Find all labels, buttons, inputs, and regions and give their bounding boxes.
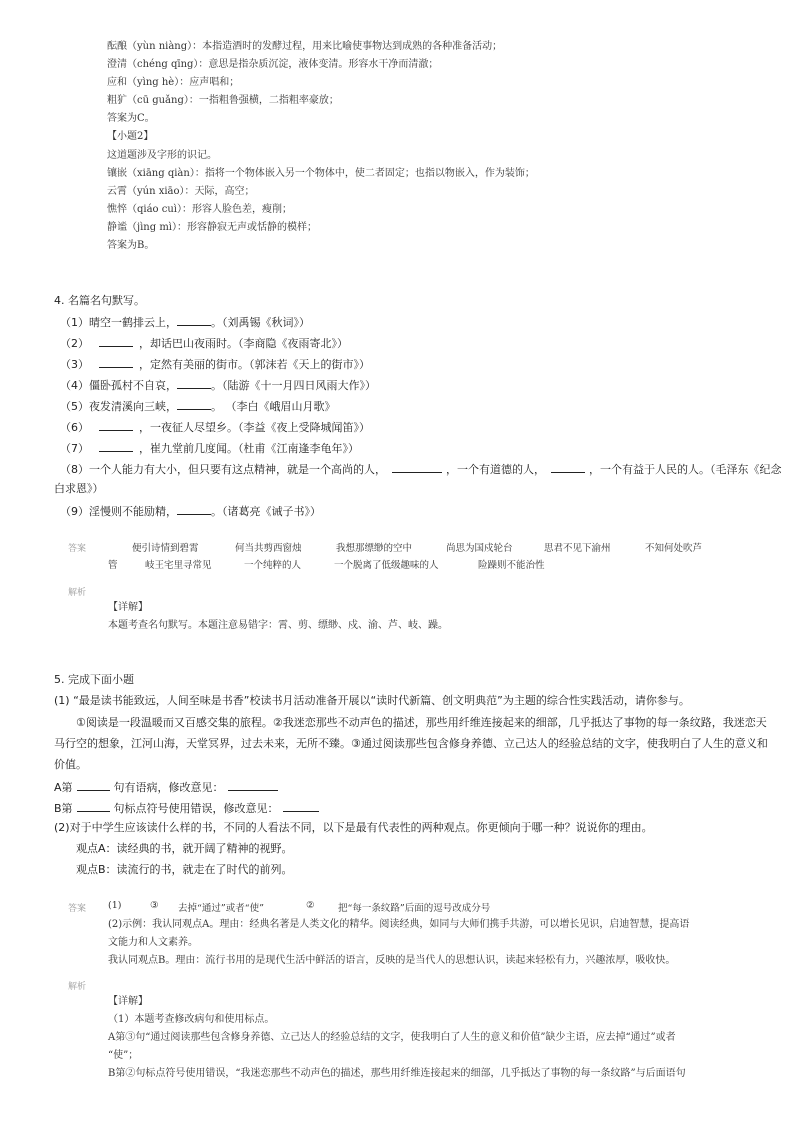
explain-line: 粗犷（cū guǎng）：一指粗鲁强横，二指粗率豪放； <box>107 95 339 106</box>
question-item <box>60 461 782 477</box>
answer-item: 一个纯粹的人 <box>244 560 302 571</box>
answer-item: 便引诗情到碧霄 <box>132 543 199 554</box>
question-item <box>60 419 370 435</box>
answer-blank[interactable] <box>177 377 211 389</box>
item-text: （6） <box>60 421 89 434</box>
item-text: ，一夜征人尽望乡。（李益《夜上受降城闻笛》） <box>139 421 370 434</box>
answer-blank[interactable] <box>99 440 133 452</box>
explain-line: 【小题2】 <box>107 131 154 142</box>
explain-line: 澄清（chéng qīng）：意思是指杂质沉淀，液体变清。形容水干净而清澈； <box>107 59 439 70</box>
explain-line: 镶嵌（xiāng qiàn）：指将一个物体嵌入另一个物体中，使二者固定；也指以物嵌入，作为装饰； <box>107 168 535 179</box>
analysis-text: （1）本题考查修改病句和使用标点。 <box>108 1014 275 1025</box>
explain-line: 憔悴（qiáo cuì）：形容人脸色差，瘦削； <box>107 204 292 215</box>
answer-item: ② <box>306 900 315 911</box>
question-item <box>60 314 310 330</box>
passage-text: 马行空的想象，江河山海，天堂冥界，过去未来，无所不臻。③通过阅读那些包含修身养德、立己达人的经验总结的文字，使我明白了人生的意义和 <box>54 737 768 750</box>
item-text: （5）夜发清溪向三峡， <box>60 400 177 413</box>
answer-blank[interactable] <box>228 779 278 791</box>
answer-item: 管 <box>108 560 118 571</box>
answer-blank[interactable] <box>177 314 211 326</box>
item-text: （4）僵卧孤村不自哀， <box>60 379 177 392</box>
answer-blank[interactable] <box>392 461 442 473</box>
analysis-label: 解析 <box>68 982 87 992</box>
viewpoint-a: 观点A：读经典的书，就开阔了精神的视野。 <box>76 842 293 855</box>
detail-heading: 【详解】 <box>108 602 148 613</box>
item-text: （1）晴空一鹤排云上， <box>60 316 177 329</box>
answer-blank[interactable] <box>177 503 211 515</box>
explain-line: 这道题涉及字形的识记。 <box>107 150 217 161</box>
answer-item: 尚思为国戍轮台 <box>446 543 513 554</box>
answer-item: 何当共剪西窗烛 <box>235 543 302 554</box>
answer-item: 把“每一条纹路”后面的逗号改成分号 <box>338 903 491 914</box>
analysis-text: “使”； <box>108 1050 139 1061</box>
item-text: 白求恩》） <box>54 482 104 495</box>
analysis-text: 本题考查名句默写。本题注意易错字：霄、剪、缥缈、戍、渝、芦、岐、躁。 <box>108 620 448 631</box>
answer-item: 我想那缥缈的空中 <box>336 543 413 554</box>
answer-row <box>132 540 702 554</box>
answer-text: 文能力和人文素养。 <box>108 937 198 948</box>
answer-item: 思君不见下渝州 <box>544 543 611 554</box>
item-text: 。（刘禹锡《秋词》） <box>211 316 310 329</box>
item-text: （7） <box>60 442 89 455</box>
item-text: 。（诸葛亮《诫子书》） <box>211 505 321 518</box>
question-item <box>54 800 319 816</box>
answer-text: (2)示例：我认同观点A。理由：经典名著是人类文化的精华。阅读经典，如同与大师们携手共游，可以增长见识，启迪智慧，提高语 <box>108 919 690 930</box>
answer-blank[interactable] <box>77 800 110 812</box>
answer-row <box>108 900 490 914</box>
item-text: 。（陆游《十一月四日风雨大作》） <box>211 379 376 392</box>
answer-item: ③ <box>150 900 159 911</box>
explain-line: 答案为C。 <box>107 113 155 124</box>
item-text: ，一个有道德的人， <box>446 463 545 476</box>
answer-label: 答案 <box>68 544 87 554</box>
item-text: （9）淫慢则不能励精， <box>60 505 177 518</box>
item-text: ，却话巴山夜雨时。（李商隐《夜雨寄北》） <box>139 337 348 350</box>
viewpoint-b: 观点B：读流行的书，就走在了时代的前列。 <box>76 863 293 876</box>
question-item <box>60 335 348 351</box>
item-text: 句标点符号使用错误，修改意见： <box>113 802 279 815</box>
answer-item: 不知何处吹芦 <box>645 543 703 554</box>
item-text: ，定然有美丽的街市。（郭沫若《天上的街市》） <box>139 358 370 371</box>
question-item <box>60 356 370 372</box>
answer-blank[interactable] <box>551 461 585 473</box>
question-text: (1) “最是读书能致远，人间至味是书香”校读书月活动准备开展以“读时代新篇、创文明典范”为主题的综合性实践活动，请你参与。 <box>54 694 690 707</box>
answer-item: 去掉“通过”或者“使” <box>178 903 264 914</box>
item-text: （3） <box>60 358 89 371</box>
question-text: (2)对于中学生应该读什么样的书，不同的人看法不同，以下是最有代表性的两种观点。你更倾向于哪一种？说说你的理由。 <box>54 821 653 834</box>
item-text: B第 <box>54 802 73 815</box>
answer-item: 岐王宅里寻常见 <box>145 560 212 571</box>
answer-item: (1) <box>108 900 122 911</box>
answer-text: 我认同观点B。理由：流行书用的是现代生活中鲜活的语言，反映的是当代人的思想认识，读起来轻松有力，兴趣浓厚，吸收快。 <box>108 955 676 966</box>
explain-line: 云霄（yún xiāo）：天际，高空； <box>107 186 255 197</box>
question-item <box>60 398 336 414</box>
question-title: 4. 名篇名句默写。 <box>54 294 145 307</box>
item-text: 。 （李白《峨眉山月歌》 <box>211 400 336 413</box>
answer-blank[interactable] <box>177 398 211 410</box>
detail-heading: 【详解】 <box>108 996 148 1007</box>
explain-line: 酝酿（yùn niàng）：本指造酒时的发酵过程，用来比喻使事物达到成熟的各种准备活动； <box>107 41 503 52</box>
answer-blank[interactable] <box>77 779 110 791</box>
answer-blank[interactable] <box>99 356 133 368</box>
analysis-label: 解析 <box>68 588 87 598</box>
item-text: ，崔九堂前几度闻。（杜甫《江南逢李龟年》） <box>139 442 359 455</box>
answer-item: 险躁则不能治性 <box>478 560 545 571</box>
passage-text: 价值。 <box>54 758 87 771</box>
item-text: （8）一个人能力有大小，但只要有这点精神，就是一个高尚的人， <box>60 463 386 476</box>
question-item <box>60 440 359 456</box>
question-title: 5. 完成下面小题 <box>54 673 134 686</box>
question-item <box>54 779 278 795</box>
answer-item: 一个脱离了低级趣味的人 <box>334 560 439 571</box>
item-text: ，一个有益于人民的人。（毛泽东《纪念 <box>589 463 782 476</box>
analysis-text: A第③句“通过阅读那些包含修身养德、立己达人的经验总结的文字，使我明白了人生的意义和价值”缺少主语，应去掉“通过”或者 <box>108 1032 676 1043</box>
passage-text: ①阅读是一段温暖而又百感交集的旅程。②我迷恋那些不动声色的描述，那些用纤维连接起来的细部，几乎抵达了事物的每一条纹路，我迷恋天 <box>76 716 767 729</box>
explain-line: 静谧（jìng mì）：形容静寂无声或恬静的模样； <box>107 222 317 233</box>
answer-blank[interactable] <box>99 335 133 347</box>
answer-blank[interactable] <box>283 800 319 812</box>
analysis-text: B第②句标点符号使用错误，“我迷恋那些不动声色的描述，那些用纤维连接起来的细部，几乎抵达了事物的每一条纹路”与后面语句 <box>108 1068 686 1079</box>
explain-line: 答案为B。 <box>107 240 155 251</box>
item-text: （2） <box>60 337 89 350</box>
answer-row <box>108 557 545 571</box>
item-text: A第 <box>54 781 73 794</box>
question-item <box>60 503 321 519</box>
item-text: 句有语病，修改意见： <box>113 781 224 794</box>
question-item <box>60 377 376 393</box>
answer-label: 答案 <box>68 904 87 914</box>
answer-blank[interactable] <box>99 419 133 431</box>
explain-line: 应和（yìng hè）：应声唱和； <box>107 77 240 88</box>
